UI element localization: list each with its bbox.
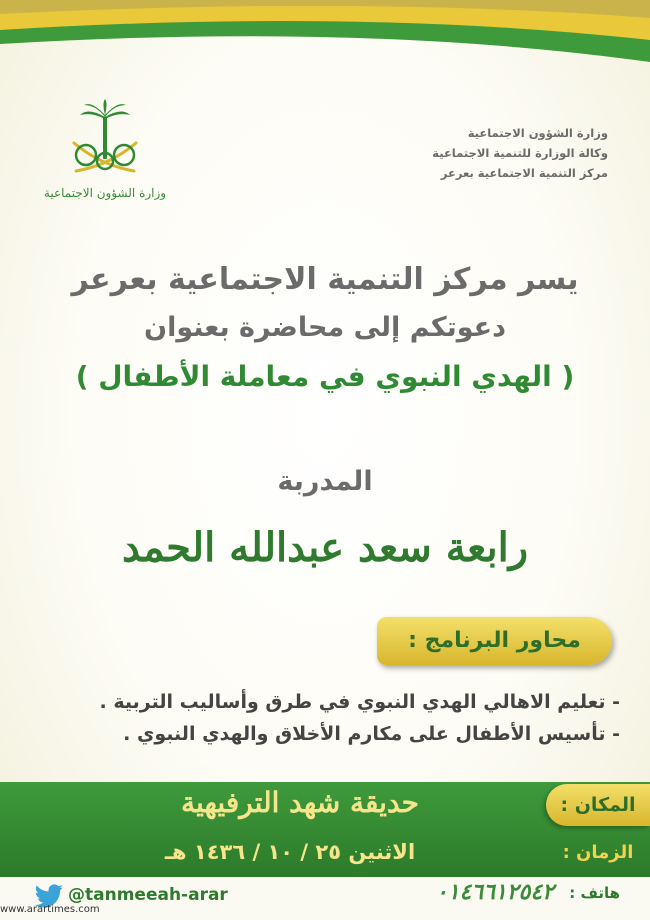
ministry-line-1: وزارة الشؤون الاجتماعية <box>467 126 608 140</box>
phone-number: ٠١٤٦٦١٢٥٤٢ <box>435 880 554 905</box>
top-decorative-bands <box>0 0 650 80</box>
time-value: الاثنين ٢٥ / ١٠ / ١٤٣٦ هـ <box>164 840 416 864</box>
topic-item-1: - تعليم الاهالي الهدي النبوي في طرق وأساليب التربية . <box>99 691 620 713</box>
trainer-label: المدربة <box>277 466 373 497</box>
ministry-line-2: وكالة الوزارة للتنمية الاجتماعية <box>432 146 608 160</box>
twitter-handle: @tanmeeah-arar <box>68 885 228 905</box>
venue-label: المكان : <box>546 784 650 826</box>
program-heading: محاور البرنامج : <box>377 617 612 665</box>
ministry-header <box>348 123 608 183</box>
venue-value: حديقة شهد الترفيهية <box>181 786 419 819</box>
site-watermark: www.arartimes.com <box>0 904 100 915</box>
trainer-name: رابعة سعد عبدالله الحمد <box>121 524 529 571</box>
lecture-title: ( الهدي النبوي في معاملة الأطفال ) <box>75 360 575 393</box>
invitation-line-1: يسر مركز التنمية الاجتماعية بعرعر <box>71 262 579 297</box>
emblem-caption: وزارة الشؤون الاجتماعية <box>43 186 167 200</box>
ministry-line-3: مركز التنمية الاجتماعية بعرعر <box>440 166 608 180</box>
program-topics <box>40 686 620 750</box>
invitation-line-2: دعوتكم إلى محاضرة بعنوان <box>144 312 506 343</box>
topic-item-2: - تأسيس الأطفال على مكارم الأخلاق والهدي النبوي . <box>123 723 620 745</box>
time-label: الزمان : <box>562 842 634 863</box>
phone-label: هاتف : <box>569 884 620 902</box>
